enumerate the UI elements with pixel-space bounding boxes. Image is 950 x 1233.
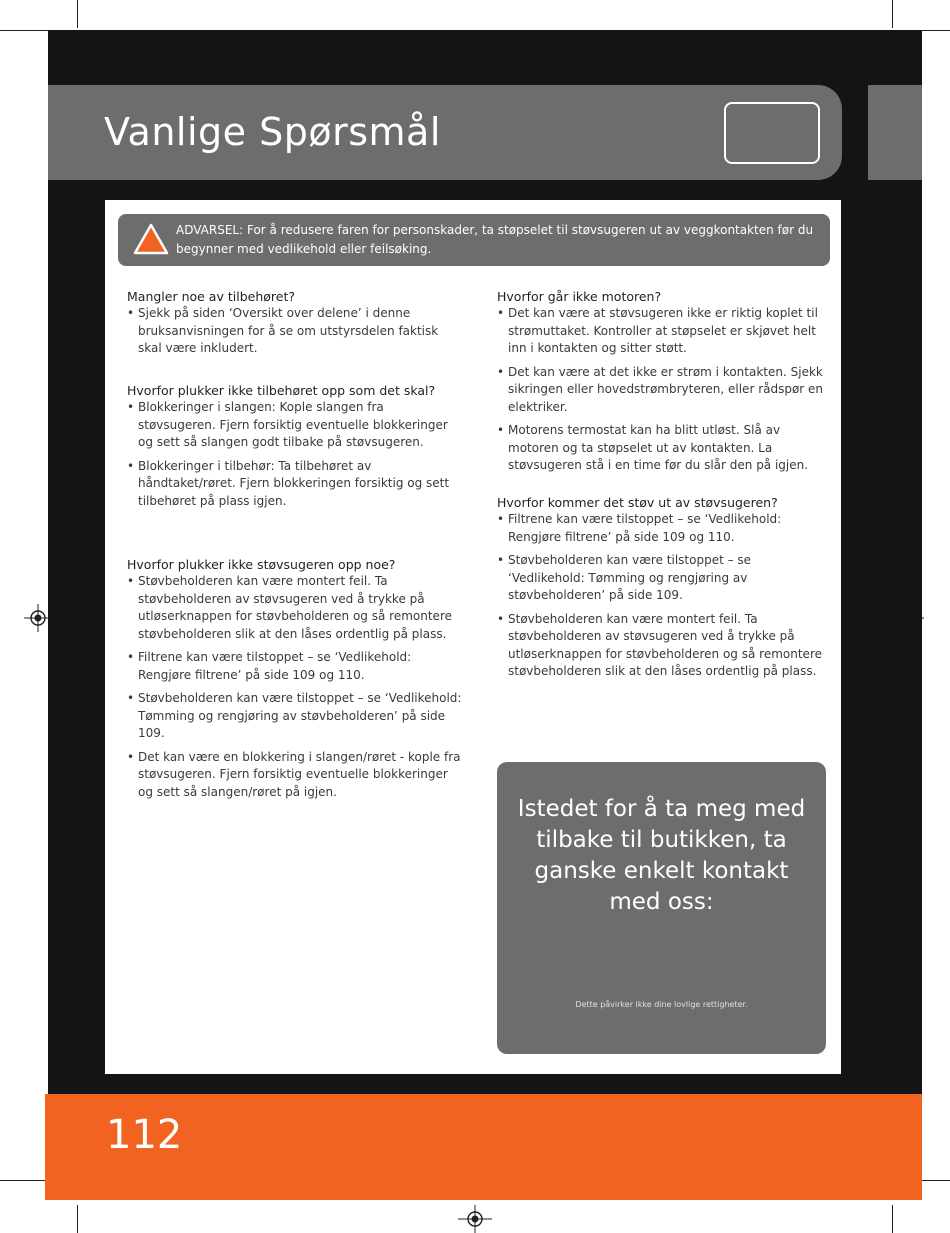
- crop-mark: [892, 1205, 893, 1233]
- crop-mark: [922, 1180, 950, 1181]
- section-heading: Hvorfor plukker ikke støvsugeren opp noe?: [127, 557, 396, 572]
- side-tab: [868, 85, 922, 180]
- top-bleed-strip: [78, 0, 562, 30]
- left-section-3: [127, 556, 462, 807]
- page-number: 112: [106, 1112, 183, 1158]
- list-item: • Motorens termostat kan ha blitt utløst. Slå av motoren og ta støpselet ut av kontakten. La støvsugeren stå i en time før du slår den på igjen.: [497, 422, 829, 475]
- crop-mark: [892, 0, 893, 28]
- section-heading: Mangler noe av tilbehøret?: [127, 289, 295, 304]
- section-heading: Hvorfor går ikke motoren?: [497, 289, 662, 304]
- section-heading: Hvorfor plukker ikke tilbehøret opp som det skal?: [127, 383, 436, 398]
- contact-note: Dette påvirker ikke dine lovlige rettigheter.: [575, 1000, 748, 1009]
- contact-headline: Istedet for å ta meg med tilbake til butikken, ta ganske enkelt kontakt med oss:: [517, 796, 806, 915]
- list-item: • Sjekk på siden ‘Oversikt over delene’ i denne bruksanvisningen for å se om utstyrsdelen faktisk skal være inkludert.: [127, 305, 462, 358]
- title-box: [724, 102, 820, 164]
- list-item: • Støvbeholderen kan være montert feil. Ta støvbeholderen av støvsugeren ved å trykke på utløserknappen for støvbeholderen og så remontere støvbeholderen slik at den låses ordentlig på plass.: [497, 611, 829, 681]
- list-item: • Støvbeholderen kan være montert feil. Ta støvbeholderen av støvsugeren ved å trykke på utløserknappen for støvbeholderen og så remontere støvbeholderen slik at den låses ordentlig på plass.: [127, 573, 462, 643]
- list-item: • Filtrene kan være tilstoppet – se ‘Vedlikehold: Rengjøre filtrene’ på side 109 og 110.: [127, 649, 462, 684]
- list-item: • Filtrene kan være tilstoppet – se ‘Vedlikehold: Rengjøre filtrene’ på side 109 og 110.: [497, 511, 829, 546]
- list-item: • Støvbeholderen kan være tilstoppet – se ‘Vedlikehold: Tømming og rengjøring av støvbeholderen’ på side 109.: [497, 552, 829, 605]
- left-section-1: [127, 288, 462, 364]
- list-item: • Blokkeringer i tilbehør: Ta tilbehøret av håndtaket/røret. Fjern blokkeringen forsiktig og sett tilbehøret på plass igjen.: [127, 458, 462, 511]
- list-item: • Det kan være en blokkering i slangen/røret - kople fra støvsugeren. Fjern forsiktig eventuelle blokkeringer og sett så slangen/røret på igjen.: [127, 749, 462, 802]
- crop-mark: [922, 30, 950, 31]
- list-item: • Det kan være at støvsugeren ikke er riktig koplet til strømuttaket. Kontroller at støpselet er skjøvet helt inn i kontakten og sitter støtt.: [497, 305, 829, 358]
- crop-mark: [77, 1205, 78, 1233]
- right-section-2: [497, 494, 829, 687]
- crop-mark: [0, 30, 48, 31]
- list-item: • Det kan være at det ikke er strøm i kontakten. Sjekk sikringen eller hovedstrømbryteren, eller rådspør en elektriker.: [497, 364, 829, 417]
- list-item: • Støvbeholderen kan være tilstoppet – se ‘Vedlikehold: Tømming og rengjøring av støvbeholderen’ på side 109.: [127, 690, 462, 743]
- page-title: Vanlige Spørsmål: [104, 110, 441, 154]
- warning-text: ADVARSEL: For å redusere faren for personskader, ta støpselet til støvsugeren ut av veggkontakten før du begynner med vedlikehold eller feilsøking.: [176, 223, 814, 256]
- warning-triangle-icon: [133, 222, 169, 256]
- right-section-1: [497, 288, 829, 481]
- left-section-2: [127, 382, 462, 516]
- crop-mark: [0, 1180, 48, 1181]
- registration-mark-icon: [458, 1205, 492, 1233]
- section-heading: Hvorfor kommer det støv ut av støvsugeren?: [497, 495, 778, 510]
- list-item: • Blokkeringer i slangen: Kople slangen fra støvsugeren. Fjern forsiktig eventuelle blokkeringer og sett så slangen godt tilbake på støvsugeren.: [127, 399, 462, 452]
